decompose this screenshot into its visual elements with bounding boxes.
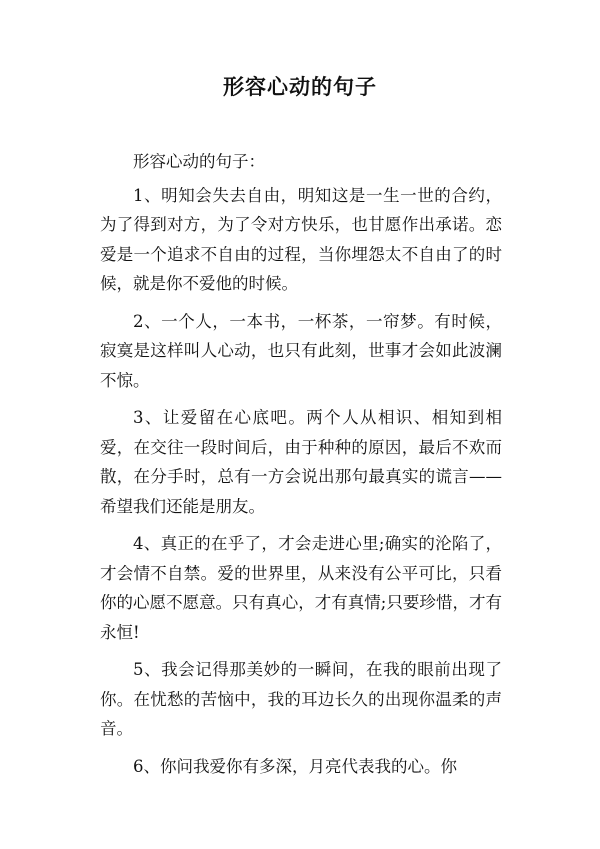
document-title: 形容心动的句子 bbox=[223, 75, 377, 99]
intro-line: 形容心动的句子： bbox=[133, 152, 265, 171]
paragraph-1: 1、明知会失去自由，明知这是一生一世的合约，为了得到对方，为了令对方快乐，也甘愿作出承诺。恋爱是一个追求不自由的过程，当你埋怨太不自由了的时候，就是你不爱他的时候。 bbox=[100, 185, 502, 293]
paragraph-5: 5、我会记得那美妙的一瞬间，在我的眼前出现了你。在忧愁的苦恼中，我的耳边长久的出现你温柔的声音。 bbox=[100, 660, 502, 738]
paragraph-2: 2、一个人，一本书，一杯茶，一帘梦。有时候，寂寞是这样叫人心动，也只有此刻，世事才会如此波澜不惊。 bbox=[100, 311, 502, 390]
paragraph-6: 6、你问我爱你有多深，月亮代表我的心。你 bbox=[133, 756, 457, 776]
document-body bbox=[100, 147, 502, 789]
paragraph-4: 4、真正的在乎了，才会走进心里;确实的沦陷了，才会情不自禁。爱的世界里，从来没有公平可比，只看你的心愿不愿意。只有真心，才有真情;只要珍惜，才有永恒! bbox=[100, 534, 502, 642]
paragraph-3: 3、让爱留在心底吧。两个人从相识、相知到相爱，在交往一段时间后，由于种种的原因，最后不欢而散，在分手时，总有一方会说出那句最真实的谎言——希望我们还能是朋友。 bbox=[100, 408, 502, 516]
